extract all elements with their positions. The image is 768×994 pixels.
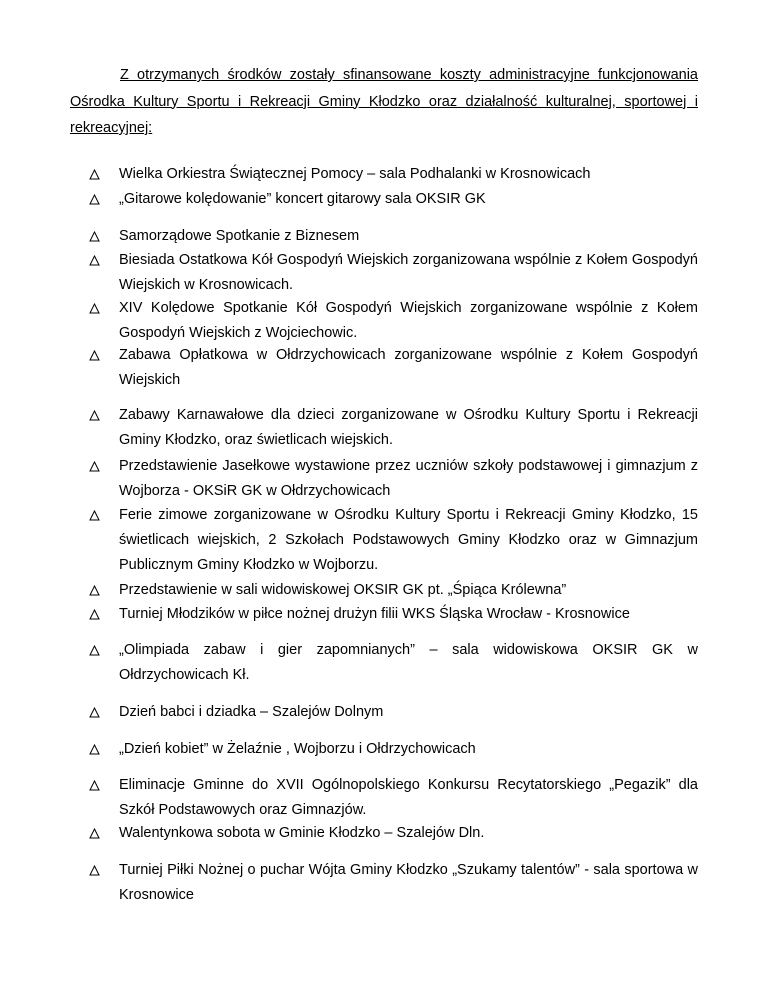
triangle-bullet-icon: [88, 403, 108, 428]
triangle-bullet-icon: [88, 224, 108, 249]
list-item-text: Eliminacje Gminne do XVII Ogólnopolskiego Konkursu Recytatorskiego „Pegazik” dla Szkół Podstawowych oraz Gimnazjów.: [119, 777, 698, 818]
list-item-text: Wielka Orkiestra Świątecznej Pomocy – sala Podhalanki w Krosnowicach: [119, 166, 591, 182]
triangle-bullet-icon: [88, 343, 108, 368]
list-item: [88, 700, 698, 725]
triangle-bullet-icon: [88, 578, 108, 603]
triangle-bullet-icon: [88, 821, 108, 846]
list-item-text: „Olimpiada zabaw i gier zapomnianych” – sala widowiskowa OKSIR GK w Ołdrzychowicach Kł.: [119, 642, 698, 683]
list-item: [88, 296, 698, 346]
list-item: [88, 162, 698, 187]
list-item-text: Zabawa Opłatkowa w Ołdrzychowicach zorganizowane wspólnie z Kołem Gospodyń Wiejskich: [119, 347, 698, 388]
list-item: [88, 343, 698, 393]
triangle-bullet-icon: [88, 602, 108, 627]
list-item-text: Turniej Młodzików w piłce nożnej drużyn filii WKS Śląska Wrocław - Krosnowice: [119, 606, 630, 622]
list-item-text: Przedstawienie w sali widowiskowej OKSIR GK pt. „Śpiąca Królewna”: [119, 582, 567, 598]
triangle-bullet-icon: [88, 773, 108, 798]
list-item-text: Dzień babci i dziadka – Szalejów Dolnym: [119, 704, 384, 720]
triangle-bullet-icon: [88, 248, 108, 273]
list-item-text: Walentynkowa sobota w Gminie Kłodzko – Szalejów Dln.: [119, 825, 485, 841]
triangle-bullet-icon: [88, 454, 108, 479]
list-item-text: Zabawy Karnawałowe dla dzieci zorganizowane w Ośrodku Kultury Sportu i Rekreacji Gminy Kłodzko, oraz świetlicach wiejskich.: [119, 407, 698, 448]
list-item-text: Biesiada Ostatkowa Kół Gospodyń Wiejskich zorganizowana wspólnie z Kołem Gospodyń Wiejskich w Krosnowicach.: [119, 252, 698, 293]
list-item: [88, 224, 698, 249]
triangle-bullet-icon: [88, 700, 108, 725]
triangle-bullet-icon: [88, 638, 108, 663]
list-item-text: Samorządowe Spotkanie z Biznesem: [119, 228, 360, 244]
list-item: [88, 454, 698, 504]
list-item-text: „Gitarowe kolędowanie” koncert gitarowy sala OKSIR GK: [119, 191, 486, 207]
list-item-text: Przedstawienie Jasełkowe wystawione przez uczniów szkoły podstawowej i gimnazjum z Wojborza - OKSiR GK w Ołdrzychowicach: [119, 458, 698, 499]
triangle-bullet-icon: [88, 503, 108, 528]
list-item: [88, 821, 698, 846]
list-item: [88, 858, 698, 908]
list-item: [88, 503, 698, 578]
list-item: [88, 403, 698, 453]
intro-paragraph: Z otrzymanych środków zostały sfinansowane koszty administracyjne funkcjonowania Ośrodka Kultury Sportu i Rekreacji Gminy Kłodzko oraz działalność kulturalnej, sportowej i rekreacyjnej:: [70, 67, 698, 136]
list-item: [88, 578, 698, 603]
triangle-bullet-icon: [88, 187, 108, 212]
list-item-text: XIV Kolędowe Spotkanie Kół Gospodyń Wiejskich zorganizowane wspólnie z Kołem Gospodyń Wiejskich z Wojciechowic.: [119, 300, 698, 341]
triangle-bullet-icon: [88, 162, 108, 187]
list-item-text: „Dzień kobiet” w Żelaźnie , Wojborzu i Ołdrzychowicach: [119, 741, 476, 757]
list-item: [88, 773, 698, 823]
list-item: [88, 737, 698, 762]
list-item-text: Turniej Piłki Nożnej o puchar Wójta Gminy Kłodzko „Szukamy talentów” - sala sportowa w Krosnowice: [119, 862, 698, 903]
list-item: [88, 187, 698, 212]
triangle-bullet-icon: [88, 858, 108, 883]
list-item: [88, 602, 698, 627]
triangle-bullet-icon: [88, 296, 108, 321]
list-item: [88, 638, 698, 688]
list-item-text: Ferie zimowe zorganizowane w Ośrodku Kultury Sportu i Rekreacji Gminy Kłodzko, 15 świetlicach wiejskich, 2 Szkołach Podstawowych Gminy Kłodzko oraz w Gimnazjum Publicznym Gminy Kłodzko w Wojborzu.: [119, 507, 698, 573]
list-item: [88, 248, 698, 298]
triangle-bullet-icon: [88, 737, 108, 762]
